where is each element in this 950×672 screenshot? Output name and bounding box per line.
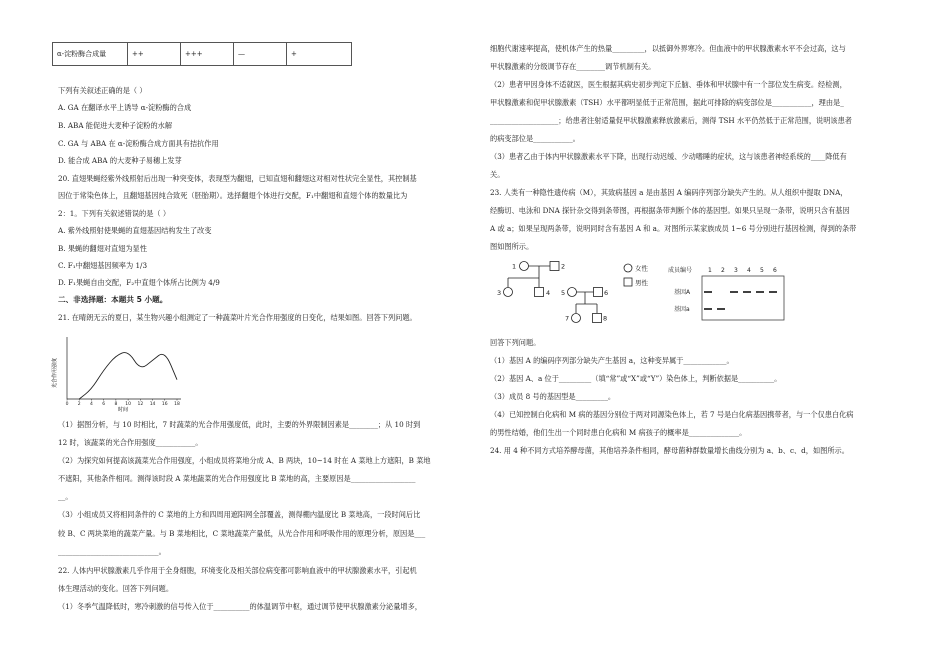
pedigree-number: 5 [561, 289, 566, 297]
gel-band-diagram [664, 264, 814, 324]
chart-x-tick-label: 16 [161, 402, 168, 407]
gel-frame [702, 276, 784, 320]
male-symbol [550, 262, 559, 271]
chart-ylabel: 光合作用强度 [52, 357, 58, 389]
q21-line: （3）小组成员又将相同条件的 C 菜地的上方和四周用遮阳网全部覆盖，测得棚内温度比 B 菜地高，一段时间后比 [58, 510, 421, 519]
pedigree-number: 7 [565, 314, 570, 323]
q23-line: （1）基因 A 的编码序列部分缺失产生基因 a，这种变异属于____________。 [490, 356, 734, 365]
q22-line: 体生理活动的变化。回答下列问题。 [58, 584, 174, 593]
gel-lane-number: 3 [734, 267, 738, 274]
q19-option: C. GA 与 ABA 在 α-淀粉酶合成方面具有拮抗作用 [58, 139, 219, 148]
q22-line: 的病变部位是___________。 [490, 134, 580, 143]
q22-line: ___________________；给患者注射适量促甲状腺激素释放激素后，测得 TSH 水平仍然低于正常范围，说明该患者 [490, 116, 852, 125]
chart-x-tick-label: 6 [102, 402, 106, 407]
q23-line: 回答下列问题。 [490, 338, 541, 347]
chart-x-tick-label: 2 [77, 402, 81, 407]
legend-female-label: 女性 [635, 264, 648, 273]
q23-line: 经酶切、电泳和 DNA 探针杂交得到条带图，再根据条带判断个体的基因型。如果只呈现一条带，说明只含有基因 [490, 206, 850, 215]
q20-line: 20. 直翅果蝇经紫外线照射后出现一种突变体，表现型为翻翅，已知直翅和翻翅这对相对性状完全显性，其控制基 [58, 174, 417, 183]
chart-series-line [79, 353, 177, 399]
photosynthesis-chart [53, 333, 183, 413]
q20-option: C. F₁中翻翅基因频率为 1/3 [58, 261, 148, 270]
gel-title: 成员编号 [668, 267, 693, 274]
q23-line: （4）已知控制白化病和 M 病的基因分别位于两对同源染色体上，若 7 号是白化病基因携带者，与一个仅患白化病 [490, 410, 854, 419]
table-cell: ++ [128, 43, 181, 66]
chart-xlabel: 时间 [117, 407, 129, 413]
q23-line: A 或 a；如果呈现两条带，说明同时含有基因 A 和 a。对图所示某家族成员 1~6 号分别进行基因检测，得到的条带 [490, 224, 857, 233]
table-cell: +++ [181, 43, 234, 66]
q21-line: ____________________________。 [58, 547, 166, 556]
chart-x-tick-label: 12 [137, 402, 144, 407]
table-row [53, 43, 352, 66]
q22-line: 甲状腺激素和促甲状腺激素（TSH）水平都明显低于正常范围，据此可排除的病变部位是___________，理由是_ [490, 98, 844, 107]
q23-line: 图如图所示。 [490, 242, 534, 251]
chart-x-tick-label: 14 [149, 402, 156, 407]
chart-x-tick-label: 8 [114, 402, 118, 407]
pedigree-number: 2 [561, 262, 566, 271]
legend-male-label: 男性 [635, 279, 648, 287]
legend-male-icon [624, 278, 632, 286]
gel-lane-number: 4 [747, 267, 751, 274]
pedigree-number: 4 [546, 289, 551, 297]
q24-line: 24. 用 4 种不同方式培养酵母菌，其他培养条件相同，酵母菌种群数量增长曲线分别为 a、b、c、d，如图所示。 [490, 446, 849, 455]
female-symbol [572, 314, 581, 323]
chart-x-tick-label: 10 [125, 402, 131, 407]
female-symbol [568, 288, 577, 297]
enzyme-table [52, 42, 352, 66]
q21-line: 不遮阳，其他条件相同。测得该时段 A 菜地蔬菜的光合作用强度比 B 菜地的高，主要原因是__________________ [58, 474, 416, 483]
female-symbol [504, 288, 513, 297]
q23-line: （2）基因 A、a 位于_________（填“常”或“X”或“Y”）染色体上，判断依据是__________。 [490, 374, 782, 383]
q21-line: （1）据图分析，与 10 时相比，7 时蔬菜的光合作用强度低，此时，主要的外界限制因素是________；从 10 时到 [58, 420, 421, 429]
section-heading: 二、非选择题：本题共 5 小题。 [58, 295, 168, 304]
q21-line: 较 B、C 两块菜地的蔬菜产量。与 B 菜地相比，C 菜地蔬菜产量低，从光合作用和呼吸作用的原理分析，原因是___ [58, 529, 426, 538]
q22-line: 22. 人体内甲状腺激素几乎作用于全身细胞，环境变化及相关部位病变都可影响血液中的甲状腺激素水平，引起机 [58, 566, 417, 575]
q22-line: 细胞代谢速率提高，使机体产生的热量_________，以抵御外界寒冷。但血液中的甲状腺激素水平不会过高，这与 [490, 44, 846, 53]
q19-option: A. GA 在翻译水平上诱导 α-淀粉酶的合成 [58, 103, 192, 112]
gel-lane-number: 1 [708, 267, 712, 274]
q22-line: （2）患者甲因身体不适就医，医生根据其病史初步判定下丘脑、垂体和甲状腺中有一个部位发生病变。经检测， [490, 80, 847, 89]
q22-line: 关。 [490, 170, 505, 179]
q21-line: （2）为探究如何提高该蔬菜光合作用强度，小组成员将菜地分成 A、B 两块，10~14 时在 A 菜地上方遮阳，B 菜地 [58, 456, 431, 465]
chart-x-tick-label: 4 [90, 402, 93, 407]
pedigree-number: 8 [603, 314, 608, 323]
q20-line: 因位于常染色体上，且翻翅基因纯合致死（胚胎期）。选择翻翅个体进行交配，F₁中翻翅和直翅个体的数量比为 [58, 191, 408, 200]
q20-option: A. 紫外线照射使果蝇的直翅基因结构发生了改变 [58, 226, 212, 235]
q23-line: 23. 人类有一种隐性遗传病（M），其致病基因 a 是由基因 A 编码序列部分缺失产生的。从人组织中提取 DNA， [490, 188, 848, 197]
female-symbol [520, 262, 529, 271]
table-cell: — [234, 43, 287, 66]
pedigree-number: 1 [512, 262, 517, 271]
q22-line: （3）患者乙由于体内甲状腺激素水平下降，出现行动迟缓、少动嗜睡的症状，这与该患者神经系统的____降低有 [490, 152, 847, 161]
pedigree-diagram [494, 256, 664, 328]
gel-gene-a-label: 基因a [674, 306, 690, 313]
chart-x-tick-label: 0 [65, 402, 69, 407]
q19-stem: 下列有关叙述正确的是（ ） [58, 86, 147, 95]
q19-option: B. ABA 能促进大麦种子淀粉的水解 [58, 121, 173, 130]
gel-lane-number: 5 [760, 267, 764, 274]
q19-option: D. 能合成 ABA 的大麦种子易穗上发芽 [58, 156, 182, 165]
q20-option: D. F₁果蝇自由交配，F₂中直翅个体所占比例为 4/9 [58, 278, 220, 287]
q22-line: （1）冬季气温降低时，寒冷刺激的信号传入位于__________的体温调节中枢，通过调节使甲状腺激素分泌量增多， [58, 602, 422, 611]
q23-line: （3）成员 8 号的基因型是_________。 [490, 392, 616, 401]
gel-lane-number: 2 [721, 267, 725, 274]
q20-option: B. 果蝇的翻翅对直翅为显性 [58, 244, 147, 253]
q22-line: 甲状腺激素的分级调节存在________调节机制有关。 [490, 62, 656, 71]
legend-female-icon [624, 264, 632, 272]
chart-x-tick-label: 18 [174, 402, 180, 407]
gel-lane-number: 6 [773, 267, 777, 274]
gel-gene-A-label: 基因A [674, 289, 691, 296]
q21-line: __。 [58, 492, 73, 501]
q21-line: 12 时，该蔬菜的光合作用强度___________。 [58, 438, 203, 447]
table-cell: + [287, 43, 352, 66]
male-symbol [593, 314, 602, 323]
male-symbol [594, 288, 603, 297]
q21-intro: 21. 在晴朗无云的夏日，某生物兴趣小组测定了一种蔬菜叶片光合作用强度的日变化，结果如图。回答下列问题。 [58, 313, 417, 322]
pedigree-number: 6 [604, 289, 609, 297]
male-symbol [535, 288, 544, 297]
table-cell: α-淀粉酶合成量 [53, 43, 128, 66]
q23-line: 的男性结婚，他们生出一个同时患白化病和 M 病孩子的概率是______________。 [490, 428, 747, 437]
pedigree-number: 3 [497, 289, 502, 297]
q20-line: 2：1。下列有关叙述错误的是（ ） [58, 209, 171, 218]
